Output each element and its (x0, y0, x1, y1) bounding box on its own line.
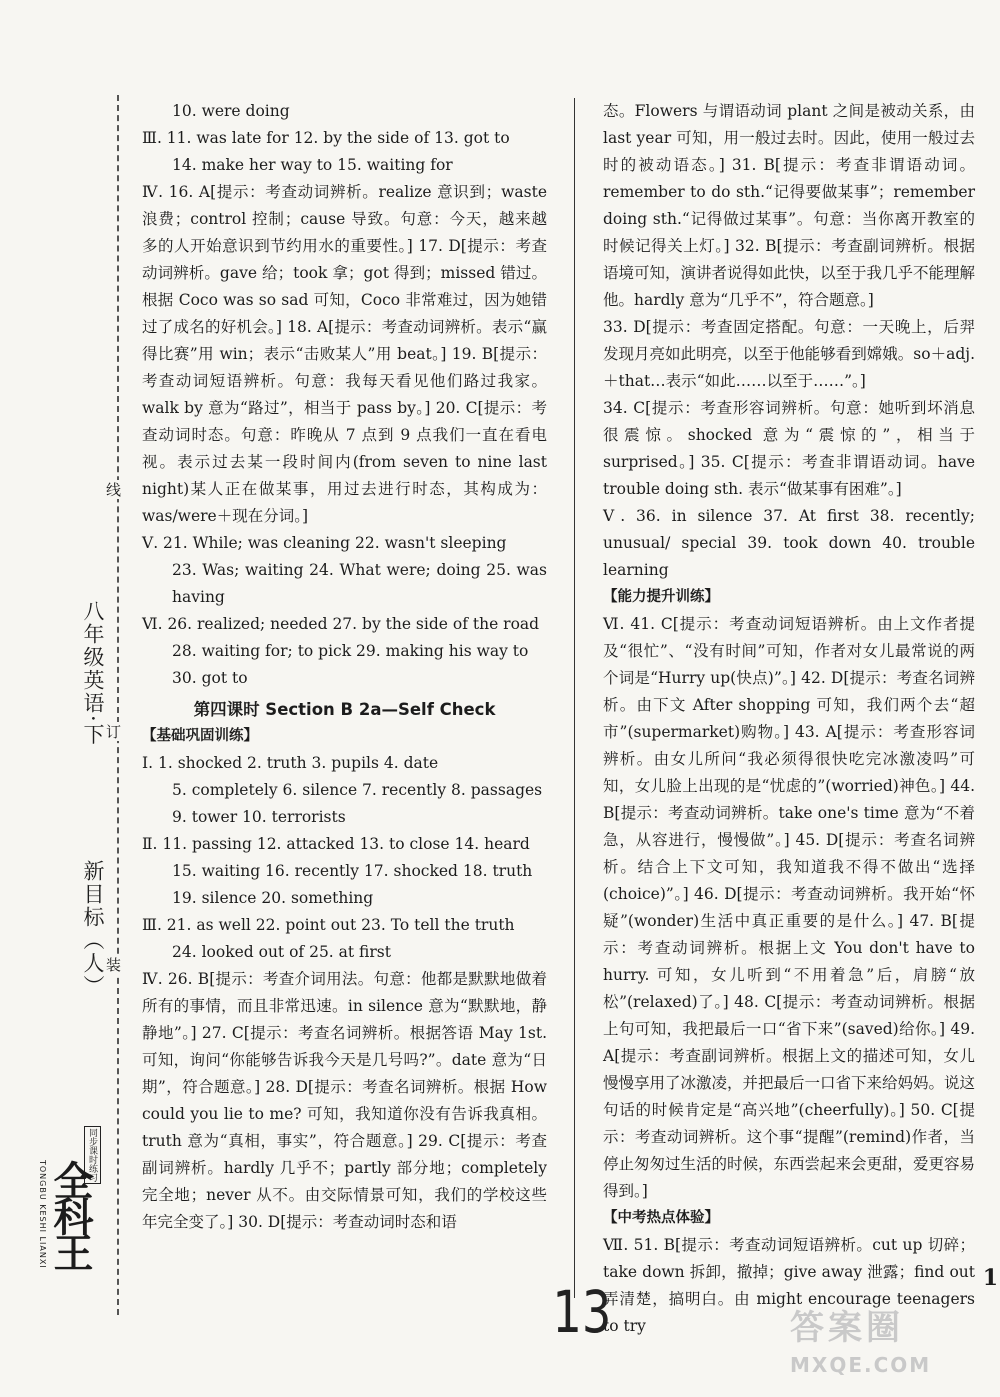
publisher-logo (38, 1120, 98, 1330)
book-title: 八年级英语·下 (81, 600, 105, 747)
binding-mark: 装 (104, 957, 122, 972)
watermark-logo-text: 答案圈 (790, 1308, 904, 1348)
answer-paragraph: Ⅰ. 1. shocked 2. truth 3. pupils 4. date (142, 754, 439, 772)
answer-paragraph: Ⅲ. 21. as well 22. point out 23. To tell the truth (142, 916, 515, 934)
answer-paragraph: 34. C[提示：考查形容词辨析。句意：她听到坏消息很震惊。shocked 意为“震惊的”，相当于 surprised。] 35. C[提示：考查非谓语动词。have trouble doing sth. 表示“做某事有困难”。] (603, 399, 975, 498)
binding-mark: 线 (104, 482, 122, 497)
answer-paragraph: Ⅵ. 26. realized; needed 27. by the side of the road (142, 615, 540, 633)
right-answer-column (603, 98, 975, 1340)
section-subheading: 【中考热点体验】 (603, 1210, 719, 1226)
answer-paragraph: Ⅵ. 41. C[提示：考查动词短语辨析。由上文作者提及“很忙”、“没有时间”可知，作者对女儿最常说的两个词是“Hurry up(快点)”。] 42. D[提示：考查名词辨析。由下文 After shopping 可知，我们两个去“超市”(supermarket)购物。] 43. A[提示：考查形容词辨析。由女儿所问“我必须得很快吃完冰激凌吗”可知，女儿脸上出现的是“忧虑的”(worried)神色。] 44. B[提示：考查动词辨析。take one's time 意为“不着急，从容进行，慢慢做”。] 45. D[提示：考查名词辨析。结合上下文可知，我知道我不得不做出“选择(choice)”。] 46. D[提示：考查动词辨析。我开始“怀疑”(wonder)生活中真正重要的是什么。] 47. B[提示：考查动词辨析。根据上文 You don't have to hurry. 可知，女儿听到“不用着急”后，肩膀“放松”(relaxed)了。] 48. C[提示：考查动词辨析。根据上句可知，我把最后一口“省下来”(saved)给你。] 49. A[提示：考查副词辨析。根据上文的描述可知，女儿慢慢享用了冰激凌，并把最后一口省下来给妈妈。说这句话的时候肯定是“高兴地”(cheerfully)。] 50. C[提示：考查动词辨析。这个事“提醒”(remind)作者，当停止匆匆过生活的时候，东西尝起来会更甜，爱更容易得到。] (603, 615, 976, 1200)
binding-mark: 订 (104, 724, 122, 739)
section-subheading: 【能力提升训练】 (603, 589, 719, 605)
answer-paragraph: Ⅱ. 11. passing 12. attacked 13. to close 14. heard (142, 835, 530, 853)
answer-paragraph: 30. got to (172, 669, 248, 687)
answer-paragraph: 24. looked out of 25. at first (172, 943, 391, 961)
section-subheading: 【基础巩固训练】 (142, 728, 258, 744)
answer-paragraph: Ⅳ. 16. A[提示：考查动词辨析。realize 意识到；waste 浪费；control 控制；cause 导致。句意：今天，越来越多的人开始意识到节约用水的重要性。] 17. D[提示：考查动词辨析。gave 给；took 拿；got 得到；missed 错过。根据 Coco was so sad 可知，Coco 非常难过，因为她错过了成名的好机会。] 18. A[提示：考查动词辨析。表示“赢得比赛”用 win；表示“击败某人”用 beat。] 19. B[提示：考查动词短语辨析。句意：我每天看见他们路过我家。walk by 意为“路过”，相当于 pass by。] 20. C[提示：考查动词时态。句意：昨晚从 7 点到 9 点我们一直在看电视。表示过去某一段时间内(from seven to nine last night)某人正在做某事，用过去进行时态，其构成为：was/were＋现在分词。] (142, 183, 547, 525)
book-edition: 新目标（人） (81, 860, 105, 998)
answer-paragraph: 9. tower 10. terrorists (172, 808, 346, 826)
watermark-url: MXQE.COM (790, 1353, 932, 1377)
answer-paragraph: Ⅴ. 36. in silence 37. At first 38. recently; unusual/ special 39. took down 40. trouble learning (603, 507, 975, 579)
answer-paragraph: 23. Was; waiting 24. What were; doing 25. was having (172, 561, 547, 606)
answer-paragraph: Ⅲ. 11. was late for 12. by the side of 13. got to (142, 129, 510, 147)
answer-paragraph: Ⅳ. 26. B[提示：考查介词用法。句意：他都是默默地做着所有的事情，而且非常迅速。in silence 意为“默默地，静静地”。] 27. C[提示：考查名词辨析。根据答语 May 1st. 可知，询问“你能够告诉我今天是几号吗?”。date 意为“日期”，符合题意。] 28. D[提示：考查名词辨析。根据 How could you lie to me? 可知，我知道你没有告诉我真相。truth 意为“真相，事实”，符合题意。] 29. C[提示：考查副词辨析。hardly 几乎不；partly 部分地；completely 完全地；never 从不。由交际情景可知，我们的学校这些年完全变了。] 30. D[提示：考查动词时态和语 (142, 970, 547, 1231)
logo-subtitle: 同步课时练习 (84, 1126, 101, 1184)
binding-cut-line (117, 95, 119, 1315)
answer-paragraph: 态。Flowers 与谓语动词 plant 之间是被动关系，由 last year 可知，用一般过去时。因此，使用一般过去时的被动语态。] 31. B[提示：考查非谓语动词。remember to do sth.“记得要做某事”；remember doing sth.“记得做过某事”。句意：当你离开教室的时候记得关上灯。] 32. B[提示：考查副词辨析。根据语境可知，演讲者说得如此快，以至于我几乎不能理解他。hardly 意为“几乎不”，符合题意。] (603, 102, 976, 309)
answer-paragraph: 33. D[提示：考查固定搭配。句意：一天晚上，后羿发现月亮如此明亮，以至于他能够看到嫦娥。so＋adj.＋that…表示“如此……以至于……”。] (603, 318, 975, 390)
answer-paragraph: 10. were doing (172, 102, 290, 120)
answer-paragraph: 15. waiting 16. recently 17. shocked 18. truth (172, 862, 533, 880)
answer-paragraph: Ⅴ. 21. While; was cleaning 22. wasn't sleeping (142, 534, 507, 552)
left-answer-column (142, 98, 547, 1236)
answer-paragraph: 28. waiting for; to pick 29. making his way to (172, 642, 529, 660)
answer-paragraph: 19. silence 20. something (172, 889, 374, 907)
section-heading: 第四课时 Section B 2a—Self Check (193, 700, 496, 719)
page-number: 1 (982, 1265, 998, 1291)
answer-paragraph: 14. make her way to 15. waiting for (172, 156, 453, 174)
handwritten-page-note: 13 (552, 1278, 612, 1346)
watermark (790, 1300, 1000, 1397)
page-spine (0, 0, 135, 1397)
logo-title: 全科王 (47, 1160, 93, 1268)
column-divider (574, 98, 575, 1298)
answer-paragraph: 5. completely 6. silence 7. recently 8. passages (172, 781, 543, 799)
logo-pinyin: TONGBU KESHI LIANXI (38, 1160, 47, 1269)
answer-paragraph: Ⅶ. 51. B[提示：考查动词短语辨析。cut up 切碎；take down 拆卸，撤掉；give away 泄露；find out 弄清楚，搞明白。由 might encourage teenagers to try (603, 1236, 975, 1335)
